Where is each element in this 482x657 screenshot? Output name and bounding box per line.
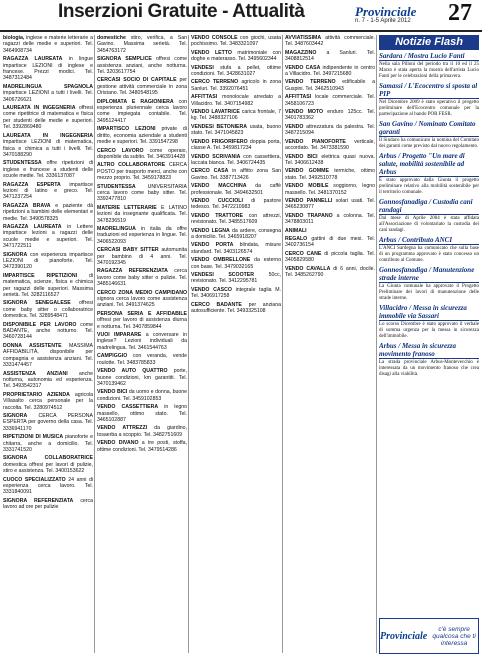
ad-text: offresi come baby sitter o collaboratrice domestica. Tel. 3289548471 — [3, 300, 93, 320]
ad-text: porte, buone condizioni, km garantiti. Tel. 3470139462 — [97, 368, 187, 387]
classified-ad — [3, 105, 93, 131]
ad-text: in italia da offre traduzioni ed esperienza in lingue. Tel. 3406522093 — [97, 225, 187, 245]
ad-text: come operaio, disponibile da subito. Tel. 3463914428 — [97, 147, 187, 160]
classifieds-column-1 — [3, 35, 93, 653]
news-item — [379, 82, 479, 118]
ad-keyword: IMPARTISCE RIPETIZIONI — [3, 272, 78, 279]
news-item — [379, 304, 479, 340]
ad-keyword: DIPLOMATA E RAGIONIERA — [97, 98, 174, 105]
ad-keyword: VENDO AUTO QUATTRO — [97, 368, 168, 375]
ad-text: 24 anni di esperienza cerca lavoro. Tel. 3331840091 — [3, 476, 93, 496]
ad-keyword: VENDO — [285, 123, 304, 130]
classified-ad — [3, 224, 93, 250]
ad-keyword: CUOCO SPECIALIZZATO — [3, 476, 66, 483]
news-text: Il Sindaco ha comunicato la nomina del Comitato dei garanti come previsto dal nuovo regolamento. — [379, 138, 479, 149]
ad-text: in Lettere impartisce lezioni a ragazzi delle scuole medie e superiori. Tel. 3471722511 — [3, 223, 93, 250]
classified-ad — [97, 162, 187, 181]
ad-text: automunita per bambino di 4 anni. Tel. 3470192345 — [97, 247, 187, 266]
classified-ad — [285, 236, 375, 249]
classified-ad — [97, 368, 187, 387]
classified-ad — [191, 287, 281, 300]
ad-text: domestica offresi per lavori di pulizie, stiro e assistenza. Tel. 3400153622 — [3, 461, 93, 475]
classified-ad — [97, 353, 187, 366]
ad-text: UNIVERSITARIA cerca lavoro come baby sitter. Tel. 3392477810 — [97, 183, 187, 203]
column-divider — [94, 35, 95, 653]
ad-keyword: VENDO CAVALLA — [285, 265, 331, 272]
news-text: L'ANCI Sardegna ha comunicato che sulla base di un programma approvato è stato concesso un contributo al Comune. — [379, 246, 479, 263]
classified-ad — [285, 154, 375, 167]
news-flash-column — [379, 35, 479, 615]
classified-ad — [97, 332, 187, 351]
ad-text: impartisce LEZIONI a tutti i livelli. Tel. 3406726621 — [3, 90, 93, 103]
ad-keyword: STUDENTESSA — [3, 160, 42, 167]
classified-ad — [97, 126, 187, 145]
classified-ad — [97, 77, 187, 96]
classified-ad — [97, 290, 187, 309]
ad-keyword: LAUREATA IN INGEGNERIA — [3, 105, 76, 112]
news-title: Gonnosfanadiga / Manutenzione strade interne — [379, 266, 479, 283]
ad-text: in lingue impartisce LEZIONI di inglese e francese. Prezzi modici. Tel. 3487312484 — [3, 56, 93, 82]
ad-text: monolocale arredato a Villacidro. Tel. 3407154982 — [191, 94, 281, 107]
ad-keyword: VENDO OMBRELLONE — [191, 257, 251, 264]
ad-text: offresi come assistenza anziani, anche notturna. Tel. 3203617754 — [97, 56, 187, 76]
ad-text: per gestione attività commerciale in zona Oristano. Tel. 3480548195 — [97, 77, 187, 97]
news-title: Villacidro / Messa in sicurezza immobile via Sassari — [379, 304, 479, 321]
ad-text: gattini di due mesi. Tel. 3402736154 — [285, 235, 375, 249]
classified-ad — [3, 455, 93, 474]
ad-keyword: VENDO PANNELLI — [285, 197, 333, 204]
classified-ad — [285, 198, 375, 211]
news-item — [379, 152, 479, 196]
ad-keyword: DONNA ASSISTENTE — [3, 342, 62, 349]
classified-ad — [285, 94, 375, 107]
ad-text: indipendente in centro a Villacidro. Tel. 3497215680 — [285, 64, 375, 78]
classified-ad — [285, 139, 375, 152]
ad-text: elettrica quasi nuova. Tel. 3406612438 — [285, 153, 375, 166]
ad-keyword: AFFITTASI — [191, 94, 218, 101]
news-item — [379, 52, 479, 80]
classified-ad — [97, 311, 187, 330]
classified-ad — [285, 266, 375, 279]
ad-keyword: VENDO MOBILE — [285, 183, 329, 190]
ad-text: verticale, accordato. Tel. 3473381590 — [285, 138, 375, 152]
ad-text: con esperienza pluriennale cerca lavoro come impiegata contabile. Tel. 3495124417 — [97, 98, 187, 124]
ad-keyword: SIGNORA — [3, 251, 28, 258]
ad-text: cerca lavoro come baby sitter o pulizie. Tel. 3485146631 — [97, 268, 187, 288]
classified-ad — [191, 228, 281, 241]
ad-text: da caffè professionale. Tel. 3494632501 — [191, 183, 281, 196]
classified-ad — [191, 79, 281, 92]
ad-keyword: ASSISTENZA ANZIANI — [3, 370, 68, 377]
ad-keyword: VENDO SCRIVANIA — [191, 153, 241, 160]
ad-text: E LATINO lezioni da insegnante qualificata. Tel. 3478236519 — [97, 204, 187, 224]
ad-keyword: VENDO PIANOFORTE — [285, 138, 346, 145]
ad-text: agricola Villasalto cerca personale per la raccolta. Tel. 3280974512 — [3, 391, 93, 411]
news-title: Arbus / Progetto "Un mare di salute, mobilità sostenibile ad Arbus — [379, 152, 479, 177]
ad-text: inglese e materie letterarie a ragazzi delle medie e superiori. Tel. 3464908734 — [3, 35, 93, 54]
classified-ad — [285, 183, 375, 196]
classified-ad — [191, 213, 281, 226]
classified-ad — [191, 257, 281, 270]
ad-text: 50cc, revisionato. Tel. 3412295781 — [191, 272, 281, 285]
classified-ad — [97, 404, 187, 423]
news-flash-header: Notizie Flash — [379, 35, 479, 50]
classified-ad — [3, 413, 93, 432]
ad-keyword: SIGNORA SENEGALESE — [3, 300, 71, 307]
ad-text: offresi per lavoro di assistenza diurna e notturna. Tel. 3407859844 — [97, 317, 187, 330]
ad-keyword: CERCASI BABY SITTER — [97, 247, 159, 254]
ad-text: soggiorno, legno massello. Tel. 3481370152 — [285, 183, 375, 196]
classified-ad — [191, 302, 281, 315]
news-text: Lo scorso Dicembre è stato approvato il verbale di somma urgenza per la messa in sicurezza dell'immobile. — [379, 322, 479, 339]
ad-text: offresi come ripetitrice di matematica e fisica per studenti delle medie e superiori. Tel. 3392869480 — [3, 105, 93, 131]
classified-ad — [191, 94, 281, 107]
ad-text: private di diritto, economia aziendale a studenti medie e superiori. Tel. 3391547298 — [97, 126, 187, 146]
news-title: Samassi / L'Ecocentro si sposta al PIP — [379, 82, 478, 98]
classified-ad — [191, 139, 281, 152]
ad-text: di matematica, scienze, fisica e chimica per ragazzi delle superiori. Massima serietà. Tel. 3282116527 — [3, 272, 93, 299]
classified-ad — [97, 226, 187, 245]
news-item — [379, 236, 479, 264]
ad-keyword: biologia, — [3, 35, 25, 41]
ad-keyword: CERCO ZONA MEDIO CAMPIDANO — [97, 289, 187, 296]
promo-logo: Provinciale — [380, 630, 428, 642]
classified-ad — [3, 498, 93, 511]
ad-keyword: RAGAZZA LAUREATA — [3, 56, 63, 63]
ad-keyword: AVVIATISSIMA — [285, 35, 322, 41]
ad-text: doppia porta, classe A. Tel. 3459817234 — [191, 138, 281, 152]
classifieds-column-2 — [97, 35, 187, 653]
news-title: Sardara / Mostra Lucio Fanti — [379, 52, 479, 61]
classified-ad — [285, 50, 375, 63]
classified-ad — [97, 148, 187, 161]
ad-keyword: SIGNORA — [3, 412, 28, 419]
ad-keyword: IMPARTISCO LEZIONI — [97, 126, 156, 133]
news-title: Arbus / Messa in sicurezza movimento franoso — [379, 342, 479, 359]
ad-text: stiro, verifica, a San Gavino. Massima serietà. Tel. 3454763172 — [97, 35, 187, 54]
ad-keyword: LAUREATA IN INGEGNERIA — [3, 132, 93, 139]
ad-text: stufa a pellet, ottime condizioni. Tel. 3428631027 — [191, 64, 281, 78]
ad-keyword: VENDO FRIGORIFERO — [191, 138, 248, 145]
ad-keyword: CAMPIGGIO — [97, 353, 128, 360]
classified-ad — [97, 389, 187, 402]
ad-keyword: VENDO LETTO — [191, 49, 232, 56]
news-text: Dal mese di Aprile 2004 è stata affidata all'Associazione di volontariato la custodia dei cani randagi. — [379, 216, 479, 233]
ad-keyword: PROPRIETARIO AZIENDA — [3, 391, 70, 398]
classified-ad — [3, 133, 93, 159]
news-item — [379, 198, 479, 234]
ad-keyword: VENDO MOTO — [285, 109, 324, 116]
classified-ad — [97, 425, 187, 438]
news-item — [379, 266, 479, 302]
ad-text: con esperienza impartisce LEZIONI di pianoforte. Tel. 3472390120 — [3, 251, 93, 271]
classified-ad — [3, 35, 93, 54]
ad-text: CERCA PERSONA ESPERTA per governo della casa. Tel. 3336941170 — [3, 412, 93, 432]
ad-keyword: PERSONA SERIA E AFFIDABILE — [97, 310, 187, 317]
ad-keyword: VENDO CONSOLE — [191, 35, 238, 41]
classified-ad — [97, 35, 187, 54]
news-items — [379, 52, 479, 378]
news-title: Arbus / Contributo ANCI — [379, 236, 479, 245]
ad-keyword: CERCASI SOCIO DI CAPITALE — [97, 77, 177, 84]
ad-keyword: VENDO CASA — [285, 64, 321, 71]
column-divider — [188, 35, 189, 653]
news-item — [379, 120, 479, 150]
classified-ad — [191, 272, 281, 285]
ad-keyword: RIPETIZIONI DI MUSICA — [3, 434, 64, 441]
ad-text: termiche, ottimo stato. Tel. 3492510778 — [285, 168, 375, 181]
ad-keyword: RAGAZZA ESPERTA — [3, 181, 61, 188]
ad-text: a colonna. Tel. 3478803011 — [285, 212, 375, 226]
classified-ad — [285, 228, 375, 234]
classifieds-column-3 — [191, 35, 281, 653]
page-title: Inserzioni Gratuite - Attualità — [58, 1, 305, 22]
ad-keyword: CERCO CASA — [191, 168, 229, 175]
ad-text: signora cerca lavoro come assistenza anziani. Tel. 3491374625 — [97, 296, 187, 309]
classified-ad — [97, 56, 187, 75]
classified-ad — [3, 203, 93, 222]
classified-ad — [191, 50, 281, 63]
ad-keyword: VENDESI SCOOTER — [191, 272, 254, 278]
ad-keyword: VENDO TERRENO — [285, 79, 336, 86]
classified-ad — [285, 109, 375, 122]
classified-ad — [285, 124, 375, 137]
ad-text: enduro 125cc. Tel. 3401783362 — [285, 109, 375, 122]
ad-keyword: VENDO BICI — [285, 153, 318, 160]
news-text: La strada provinciale Arbus-Montevecchio è interessata da un movimento franoso che crea disagi alla viabilità. — [379, 360, 479, 377]
classified-ad — [97, 247, 187, 266]
classified-ad — [191, 183, 281, 196]
ad-text: usata, buono stato. Tel. 3471045823 — [191, 123, 281, 137]
classified-ad — [191, 198, 281, 211]
ad-keyword: VENDO TRAPANO — [285, 212, 333, 219]
column-divider — [376, 35, 377, 653]
ad-keyword: MATERIE LETTERARIE — [97, 204, 157, 211]
ad-keyword: VENDO BICI — [97, 389, 128, 396]
ad-text: di piccola taglia. Tel. 3405829580 — [285, 250, 375, 264]
classified-ad — [3, 300, 93, 319]
ad-text: CERCA POSTO per trasporto merci, anche con mezzo proprio. Tel. 3459178823 — [97, 162, 187, 182]
ad-text: blindata, misure standard. Tel. 3403126574 — [191, 242, 281, 255]
ad-keyword: VUOI IMPARARE — [97, 332, 142, 339]
classified-ad — [3, 371, 93, 390]
classified-ad — [3, 273, 93, 299]
ad-keyword: domestiche — [97, 35, 126, 41]
ad-text: con cassettiera, laccata bianca. Tel. 3406724435 — [191, 153, 281, 166]
ad-text: solari usati. Tel. 3465230877 — [285, 197, 375, 211]
ad-keyword: VENDO CASSETTIERA — [97, 404, 159, 411]
classified-ad — [3, 56, 93, 82]
news-text: È stato approvato dalla Giunta il progetto preliminare relativo alla mobilità sostenibile per il territorio comunale. — [379, 178, 479, 195]
classified-ad — [191, 242, 281, 255]
classified-ad — [3, 84, 93, 103]
ad-keyword: VENDESI BETONIERA — [191, 123, 247, 130]
ad-keyword: VENDO ATTREZZI — [97, 425, 148, 432]
ad-text: con attrezzi, revisionato. Tel. 3485517609 — [191, 212, 281, 226]
issue-info: n. 7 - 1-5 Aprile 2012 — [355, 18, 411, 24]
classified-ad — [285, 65, 375, 78]
ad-keyword: AFFITTASI — [285, 94, 312, 101]
ad-keyword: VENDO PORTA — [191, 242, 234, 249]
ad-keyword: SIGNORA REFERENZIATA — [3, 497, 74, 504]
ad-text: a Sanluri. Tel. 3408812514 — [285, 49, 375, 63]
ad-text: anche notturna, autonomia ed esperienza. Tel. 3493542317 — [3, 370, 93, 390]
classified-ad — [285, 213, 375, 226]
ad-text: MASSIMA AFFIDABILITÀ, disponibile per compagnia e assistenza anziani. Tel. 3331474457 — [3, 342, 93, 369]
ad-keyword: VENDO DIVANO — [97, 440, 139, 447]
classified-ad — [3, 434, 93, 453]
ad-text: da giardino, tosaerba a scoppio. Tel. 3482751609 — [97, 425, 187, 438]
news-text: Nella sala Pilloni del periodo tra il 10 ed il 25 Marzo è stata aperta la mostra dell'artista Lucio Fanti per le celebrazioni della primavera. — [379, 62, 479, 79]
news-title: Gonnosfanadiga / Custodia cani randagi — [379, 198, 479, 215]
ad-text: con giochi, usata pochissimo. Tel. 3483321097 — [191, 35, 281, 48]
classified-ad — [285, 79, 375, 92]
classified-ad — [3, 252, 93, 271]
ad-text: e paziente dà ripetizioni a bambini delle elementari e medie. Tel. 3490578325 — [3, 202, 93, 222]
ad-keyword: CERCO LAVORO — [97, 147, 144, 154]
classified-ad — [3, 160, 93, 179]
ad-keyword: VENDO GOMME — [285, 168, 329, 175]
ad-text: agricolo in zona Sanluri. Tel. 3392076451 — [191, 79, 281, 92]
ad-text: per anziana autosufficiente. Tel. 3493325108 — [191, 301, 281, 315]
news-title: San Gavino / Nominato Comitato garanti — [379, 120, 479, 137]
ad-keyword: VENDO MACCHINA — [191, 183, 247, 190]
ad-text: attrezzatura da palestra. Tel. 3487215094 — [285, 123, 375, 137]
ad-text: attività commerciale. Tel. 3487603442 — [285, 35, 375, 48]
classified-ad — [285, 168, 375, 181]
classified-ad — [285, 251, 375, 264]
ad-keyword: SIGNORA COLLABORATRICE — [3, 455, 93, 462]
classifieds-column-4 — [285, 35, 375, 653]
classified-ad — [97, 99, 187, 125]
masthead — [0, 0, 482, 32]
news-item — [379, 342, 479, 378]
brand-logo: Provinciale — [355, 4, 417, 19]
ad-text: integrale taglia M. Tel. 3406917258 — [191, 286, 281, 300]
ad-text: carica frontale, 7 kg. Tel. 3488327106 — [191, 109, 281, 122]
news-text: La Giunta comunale ha approvato il Progetto Preliminare dei lavori di manutenzione delle strade interne. — [379, 284, 479, 301]
classified-ad — [97, 440, 187, 453]
promo-slogan: c'è sempre qualcosa che ti interessa — [432, 625, 476, 647]
classified-ad — [3, 182, 93, 201]
ad-keyword: SIGNORA SEMPLICE — [97, 56, 152, 63]
classified-ad — [97, 268, 187, 287]
ad-keyword: STUDENTESSA — [97, 183, 136, 190]
ad-text: a conversare in inglese? Lezioni individuali da madrelingua. Tel. 3461544763 — [97, 332, 187, 351]
ad-keyword: REGALO — [285, 235, 308, 242]
ad-keyword: ALTRO COLLABORATORE — [97, 162, 166, 169]
classified-ad — [191, 65, 281, 78]
classified-ad — [97, 205, 187, 224]
ad-keyword: CERCO BADANTE — [191, 301, 242, 308]
ad-keyword: CERCO TERRENO — [191, 79, 239, 86]
classified-ad — [3, 477, 93, 496]
classified-ad — [97, 184, 187, 203]
ad-keyword: RAGAZZA LAUREATA — [3, 223, 62, 230]
ad-text: impartisce lezioni di latino e greco. Tel. 3471237254 — [3, 181, 93, 201]
classified-ad — [3, 322, 93, 341]
classified-ad — [191, 124, 281, 137]
classified-ad — [191, 109, 281, 122]
ad-keyword: VENDO LEGNA — [191, 227, 230, 234]
ad-keyword: VENDO CASCO — [191, 286, 232, 293]
ad-text: matrimoniale con doghe e materasso. Tel. 3495602344 — [191, 49, 281, 63]
classified-ad — [191, 154, 281, 167]
ad-text: di 6 anni, docile. Tel. 3485262790 — [285, 265, 375, 278]
ad-text: da uomo e donna, buone condizioni. Tel. 3459102853 — [97, 389, 187, 402]
promo-banner — [379, 618, 479, 654]
ad-text: cerca lavoro ad ore per pulizie — [3, 497, 93, 511]
ad-text: in affitto zona San Gavino. Tel. 3387713426 — [191, 168, 281, 181]
ad-text: impartisce LEZIONI di matematica, fisica e chimica a tutti i livelli. Tel. 3470188290 — [3, 139, 93, 158]
page-number: 27 — [448, 0, 472, 26]
ad-text: da esterno con base. Tel. 3479032165 — [191, 257, 281, 270]
ad-text: da ardere, consegna a domicilio. Tel. 3465918207 — [191, 227, 281, 240]
ad-text: come BADANTE, anche notturno. Tel. 3460728144 — [3, 321, 93, 341]
classified-ad — [191, 168, 281, 181]
classified-ad — [3, 392, 93, 411]
ad-text: di pastore tedesco. Tel. 3472210983 — [191, 197, 281, 211]
ad-text: pianoforte e chitarra, anche a domicilio. Tel. 3331741520 — [3, 434, 93, 453]
ad-text: a tre posti, stoffa, ottime condizioni. Tel. 3479514286 — [97, 440, 187, 453]
column-divider — [282, 35, 283, 653]
ad-keyword: ANIMALI — [285, 227, 307, 234]
ad-text: in legno massello, ottimo stato. Tel. 3465102887 — [97, 404, 187, 423]
classified-ad — [285, 35, 375, 48]
ad-text: offre ripetizioni di inglese e francese a studenti delle scuole medie. Tel. 3336137087 — [3, 160, 93, 180]
ad-text: edificabile a Guspini. Tel. 3462510943 — [285, 79, 375, 92]
ad-keyword: RAGAZZA BRAVA — [3, 202, 51, 209]
news-text: Nel Dicembre 2009 è stato operativo il progetto preliminare dell'Ecocentro comunale per la partecipazione al bando POR FESR. — [379, 100, 479, 117]
ad-keyword: VENDO LAVATRICE — [191, 109, 240, 116]
ad-keyword: CERCO CANE — [285, 250, 322, 257]
ad-keyword: MAGAZZINO — [285, 49, 317, 56]
ad-keyword: MADRELINGUA — [97, 225, 136, 232]
ad-keyword: VENDO CUCCIOLI — [191, 197, 243, 204]
ad-keyword: VENDO TRATTORE — [191, 212, 243, 219]
ad-keyword: RAGAZZA REFERENZIATA — [97, 268, 168, 275]
classified-ad — [3, 343, 93, 369]
ad-keyword: MADRELINGUA SPAGNOLA — [3, 83, 93, 90]
ad-keyword: VENDESI — [191, 64, 214, 71]
ad-text: con veranda, vende roulotte. Tel. 3483785833 — [97, 353, 187, 366]
ad-keyword: DISPONIBILE PER LAVORO — [3, 321, 77, 328]
ad-text: locale commerciale. Tel. 3458106723 — [285, 94, 375, 107]
classified-ad — [191, 35, 281, 48]
